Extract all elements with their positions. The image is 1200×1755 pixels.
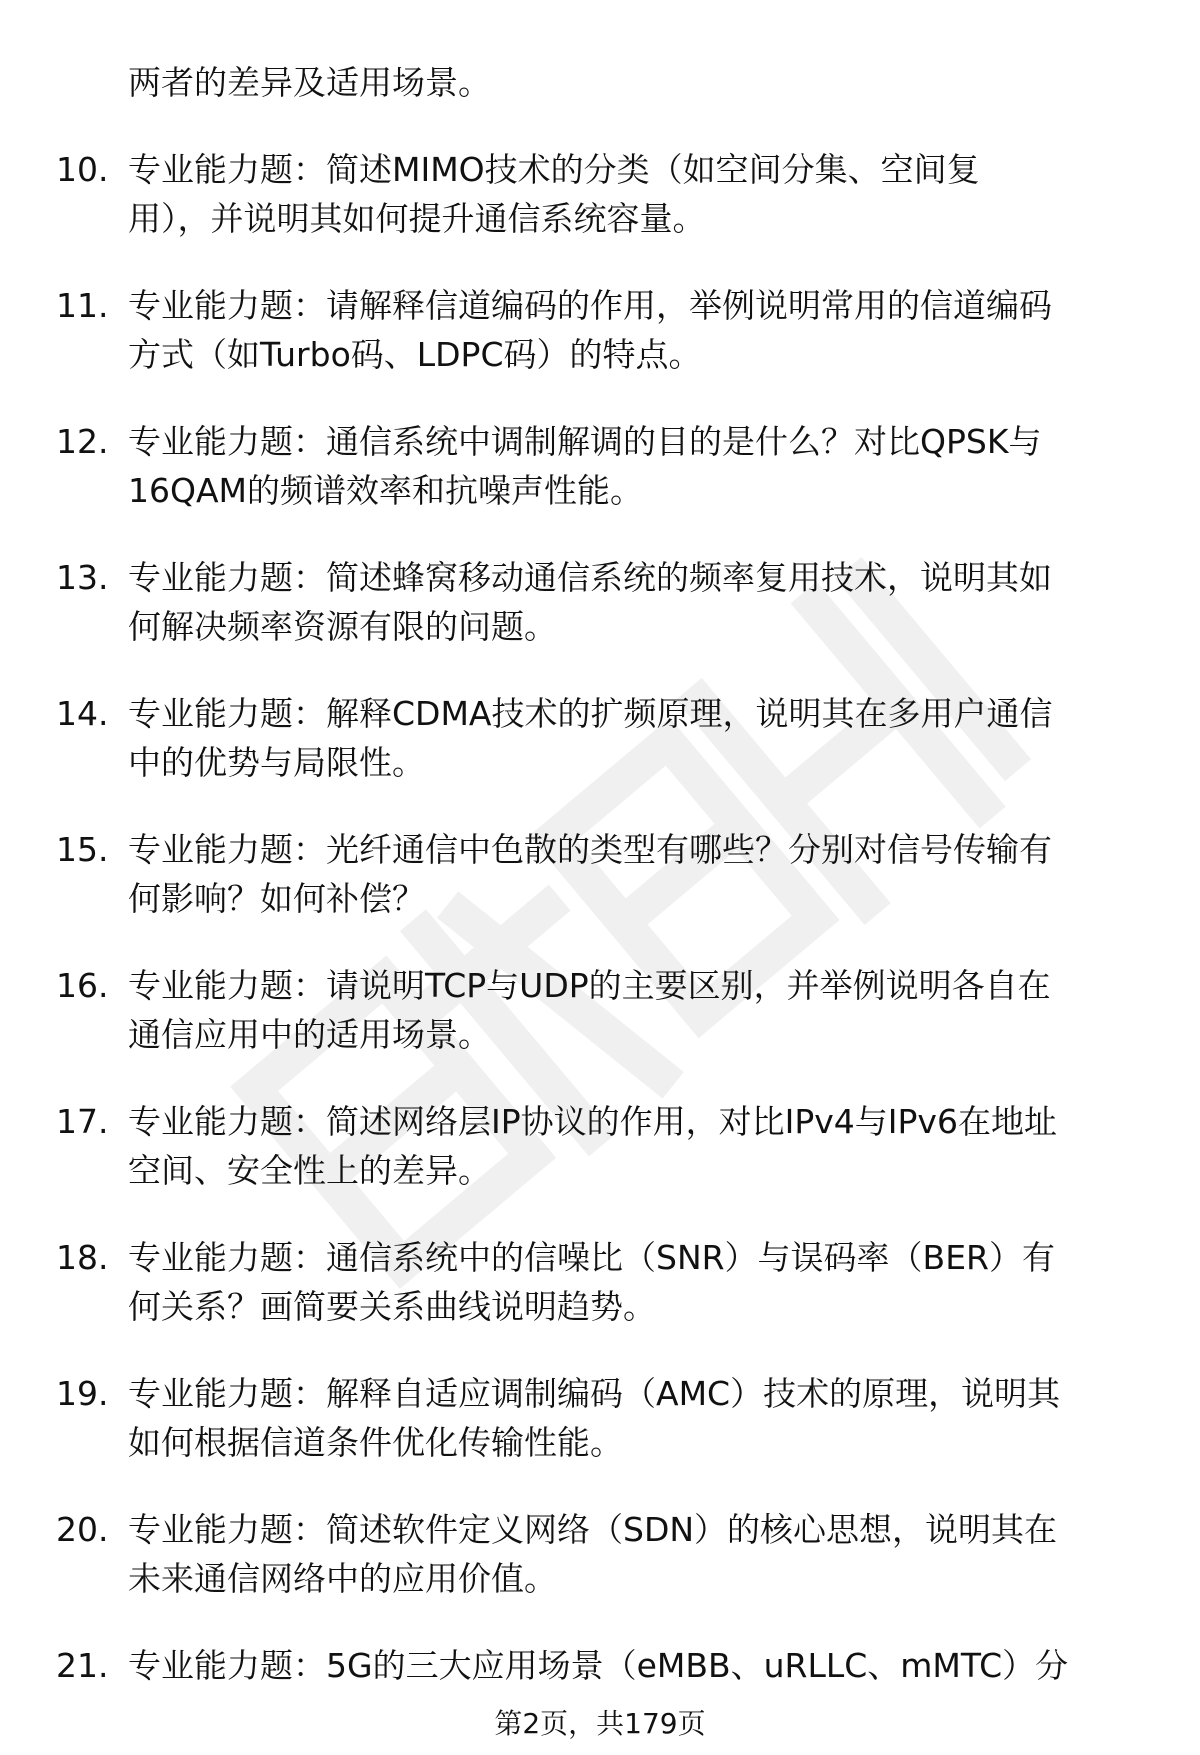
question-item [0,825,1200,923]
question-line: 专业能力题：简述MIMO技术的分类（如空间分集、空间复 [128,150,980,189]
question-text [128,689,1158,787]
question-text [128,1505,1158,1603]
question-number: 11. [56,286,109,325]
question-text [128,961,1158,1059]
question-text [128,1097,1158,1195]
question-number: 18. [56,1238,109,1277]
question-text [128,281,1158,379]
question-number: 15. [56,830,109,869]
question-line: 专业能力题：简述网络层IP协议的作用，对比IPv4与IPv6在地址 [128,1102,1057,1141]
question-number: 12. [56,422,109,461]
question-line: 何解决频率资源有限的问题。 [128,607,557,646]
question-line: 通信应用中的适用场景。 [128,1015,491,1054]
question-item [0,1369,1200,1467]
question-item [0,1097,1200,1195]
question-text [128,553,1158,651]
question-line: 空间、安全性上的差异。 [128,1151,491,1190]
continuation-line: 两者的差异及适用场景。 [128,63,491,102]
question-line: 专业能力题：简述蜂窝移动通信系统的频率复用技术，说明其如 [128,558,1052,597]
question-number: 20. [56,1510,109,1549]
question-number: 21. [56,1646,109,1685]
question-number: 13. [56,558,109,597]
question-line: 专业能力题：简述软件定义网络（SDN）的核心思想，说明其在 [128,1510,1058,1549]
question-line: 专业能力题：解释自适应调制编码（AMC）技术的原理，说明其 [128,1374,1061,1413]
question-line: 未来通信网络中的应用价值。 [128,1559,557,1598]
question-text [128,145,1158,243]
question-line: 专业能力题：通信系统中的信噪比（SNR）与误码率（BER）有 [128,1238,1055,1277]
question-item [0,961,1200,1059]
question-number: 19. [56,1374,109,1413]
question-line: 16QAM的频谱效率和抗噪声性能。 [128,471,644,510]
question-item [0,1641,1200,1690]
question-text [128,1369,1158,1467]
question-line: 用），并说明其如何提升通信系统容量。 [128,199,706,238]
question-line: 专业能力题：请解释信道编码的作用，举例说明常用的信道编码 [128,286,1052,325]
question-number: 14. [56,694,109,733]
question-line: 专业能力题：通信系统中调制解调的目的是什么？对比QPSK与 [128,422,1042,461]
question-text [128,825,1158,923]
question-item [0,1505,1200,1603]
question-number: 17. [56,1102,109,1141]
page-footer: 第2页，共179页 [494,1707,706,1740]
question-line: 方式（如Turbo码、LDPC码）的特点。 [128,335,702,374]
question-item [0,145,1200,243]
question-text [128,417,1158,515]
question-line: 何关系？画简要关系曲线说明趋势。 [128,1287,656,1326]
question-line: 专业能力题：请说明TCP与UDP的主要区别，并举例说明各自在 [128,966,1051,1005]
question-line: 何影响？如何补偿？ [128,879,425,918]
question-list [0,58,1200,1690]
question-item [0,1233,1200,1331]
question-item [0,553,1200,651]
question-number: 16. [56,966,109,1005]
question-line: 中的优势与局限性。 [128,743,425,782]
question-line: 专业能力题：5G的三大应用场景（eMBB、uRLLC、mMTC）分 [128,1646,1069,1685]
question-item [0,417,1200,515]
question-item [0,281,1200,379]
question-line: 如何根据信道条件优化传输性能。 [128,1423,623,1462]
question-text [128,1233,1158,1331]
question-item [0,689,1200,787]
question-line: 专业能力题：光纤通信中色散的类型有哪些？分别对信号传输有 [128,830,1052,869]
question-number: 10. [56,150,109,189]
question-line: 专业能力题：解释CDMA技术的扩频原理，说明其在多用户通信 [128,694,1053,733]
question-text [128,1641,1158,1690]
